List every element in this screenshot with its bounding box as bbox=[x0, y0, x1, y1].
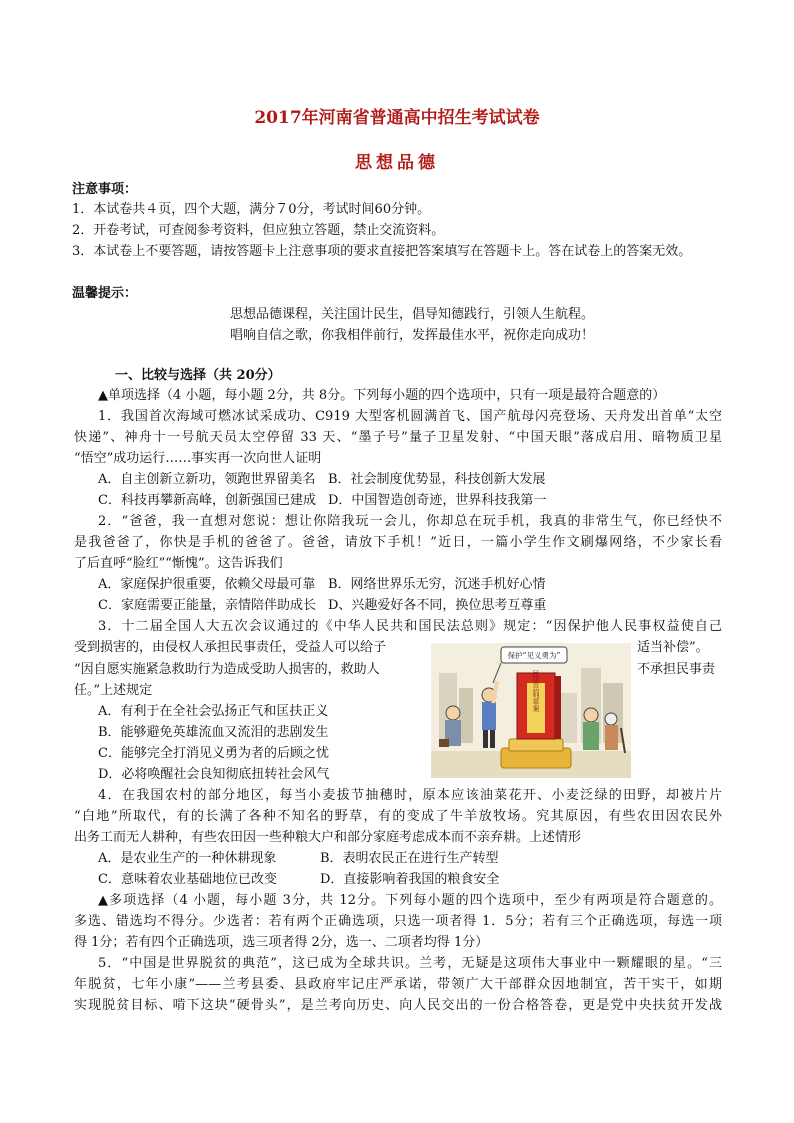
book-label: 民法总则草案 bbox=[532, 670, 540, 712]
question-line: 实现脱贫目标、啃下这块“硬骨头”，是兰考向历史、向人民交出的一份合格答卷，更是党中央扶贫开发战 bbox=[74, 998, 722, 1013]
tips-line: 思想品德课程，关注国计民生，倡导知德践行，引领人生航程。 bbox=[230, 307, 595, 322]
option-d: D．直接影响着我国的粮食安全 bbox=[320, 872, 500, 887]
question-line: 快递”、神舟十一号航天员太空停留 33 天、“墨子号”量子卫星发射、“中国天眼”落成启用、暗物质卫星 bbox=[74, 430, 722, 445]
question-line: 1．我国首次海域可燃冰试采成功、C919 大型客机圆满首飞、国产航母闪亮登场、天舟发出首单“太空 bbox=[98, 409, 722, 424]
option-a: A．自主创新立新功，领跑世界留美名 bbox=[98, 472, 316, 487]
question-line: “白地”所取代，有的长满了各种不知名的野草，有的变成了牛羊放牧场。究其原因，有些农田因农民外 bbox=[74, 809, 722, 824]
question-line: 年脱贫，七年小康”——兰考县委、县政府牢记庄严承诺，带领广大干部群众因地制宜，苦干实干，如期 bbox=[74, 977, 722, 992]
question-line: 出务工而无人耕种，有些农田因一些种粮大户和部分家庭考虑成本而不亲弃耕。上述情形 bbox=[74, 830, 582, 845]
option-b: B．表明农民正在进行生产转型 bbox=[320, 851, 499, 866]
notice-item: 1．本试卷共４页，四个大题，满分７0分，考试时间60分钟。 bbox=[72, 202, 431, 217]
question-line: 5．“中国是世界脱贫的典范”，这已成为全球共识。兰考，无疑是这项伟大事业中一颗耀眼的星。“三 bbox=[98, 956, 722, 971]
tips-line: 唱响自信之歌，你我相伴前行，发挥最佳水平，祝你走向成功！ bbox=[230, 328, 595, 343]
subject-title: 思想品德 bbox=[355, 153, 439, 173]
option-c: C．家庭需要正能量，亲情陪伴助成长 bbox=[98, 598, 316, 613]
option-a: A．有利于在全社会弘扬正气和匡扶正义 bbox=[98, 704, 329, 719]
cartoon-illustration bbox=[431, 643, 631, 778]
multi-choice-intro: 多选、错选均不得分。少选者：若有两个正确选项，只选一项者得 1．5分；若有三个正确选项，每选一项 bbox=[74, 914, 722, 929]
question-line: “悟空”成功运行……事实再一次向世人证明 bbox=[74, 451, 322, 466]
question-line: “因自愿实施紧急救助行为造成受助人损害的，救助人 bbox=[74, 662, 380, 677]
question-line: 2．“爸爸，我一直想对您说：想让你陪我玩一会儿，你却总在玩手机，我真的非常生气，你已经快不 bbox=[98, 514, 722, 529]
question-line: 适当补偿”。 bbox=[637, 640, 709, 655]
notice-item: 2．开卷考试，可查阅参考资料，但应独立答题，禁止交流资料。 bbox=[72, 223, 445, 238]
question-line: 任。”上述规定 bbox=[74, 683, 153, 698]
option-d: D．中国智造创奇迹，世界科技我第一 bbox=[328, 493, 547, 508]
notice-heading: 注意事项： bbox=[72, 182, 138, 197]
question-line: 不承担民事责 bbox=[637, 662, 716, 677]
option-b: B．网络世界乐无穷，沉迷手机好心情 bbox=[328, 577, 546, 592]
option-a: A．家庭保护很重要，依赖父母最可靠 bbox=[98, 577, 316, 592]
option-c: C．能够完全打消见义勇为者的后顾之忧 bbox=[98, 746, 329, 761]
multi-choice-intro: ▲多项选择（4 小题，每小题 3分，共 12分。下列每小题的四个选项中，至少有两项是符合题意的。 bbox=[98, 893, 722, 908]
section-heading: 一、比较与选择（共 20分） bbox=[115, 368, 281, 383]
option-d: D、兴趣爱好各不同，换位思考互尊重 bbox=[328, 598, 547, 613]
question-line: 是我爸爸了，你快是手机的爸爸了。爸爸，请放下手机！”近日，一篇小学生作文刷爆网络，不少家长看 bbox=[74, 535, 722, 550]
question-line: 3．十二届全国人大五次会议通过的《中华人民共和国民法总则》规定：“因保护他人民事权益使自己 bbox=[98, 619, 722, 634]
option-c: C．科技再攀新高峰，创新强国已建成 bbox=[98, 493, 316, 508]
multi-choice-intro: 得 1分；若有四个正确选项，选三项者得 2分，选一、二项者均得 1分） bbox=[74, 935, 489, 950]
option-b: B．能够避免英雄流血又流泪的悲剧发生 bbox=[98, 725, 329, 740]
question-line: 4．在我国农村的部分地区，每当小麦拔节抽穗时，原本应该油菜花开、小麦泛绿的田野，却被片片 bbox=[98, 788, 722, 803]
question-line: 受到损害的，由侵权人承担民事责任，受益人可以给子 bbox=[74, 640, 387, 655]
exam-title: 2017年河南省普通高中招生考试试卷 bbox=[254, 108, 540, 128]
notice-item: 3．本试卷上不要答题，请按答题卡上注意事项的要求直接把答案填写在答题卡上。答在试卷上的答案无效。 bbox=[72, 244, 692, 259]
sign-text: 保护“见义勇为” bbox=[507, 651, 561, 660]
question-line: 了后直呼“脸红”“惭愧”。这告诉我们 bbox=[74, 556, 283, 571]
tips-heading: 温馨提示： bbox=[72, 286, 138, 301]
single-choice-intro: ▲单项选择（4 小题，每小题 2分，共 8分。下列每小题的四个选项中，只有一项是最符合题意的） bbox=[98, 388, 666, 403]
option-b: B．社会制度优势显，科技创新大发展 bbox=[328, 472, 546, 487]
option-a: A．是农业生产的一种休耕现象 bbox=[98, 851, 277, 866]
option-c: C．意味着农业基础地位已改变 bbox=[98, 872, 277, 887]
cartoon-svg bbox=[431, 643, 631, 778]
option-d: D．必将唤醒社会良知彻底扭转社会风气 bbox=[98, 767, 330, 782]
